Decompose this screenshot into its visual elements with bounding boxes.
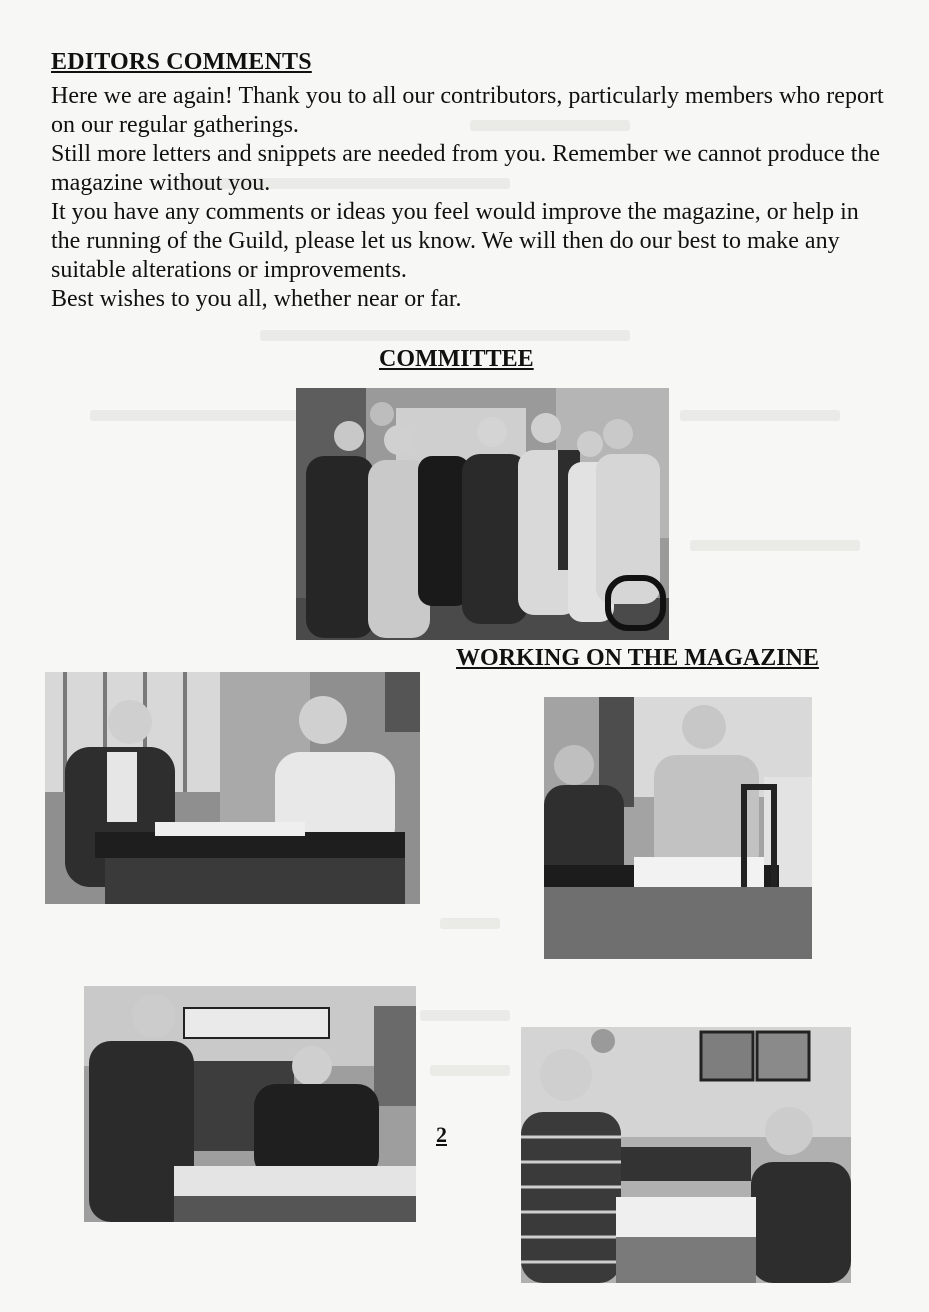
page-number: 2 [436,1122,447,1147]
committee-group-photo [296,388,669,640]
editors-paragraph: Still more letters and snippets are needed from you. Remember we cannot produce the magazine without you. [51,141,881,196]
editors-comments-body [51,82,891,314]
editors-paragraph: Here we are again! Thank you to all our contributors, particularly members who report on our regular gatherings. [51,83,884,138]
editors-comments-heading: EDITORS COMMENTS [51,49,312,75]
editors-paragraph: It you have any comments or ideas you feel would improve the magazine, or help in the running of the Guild, please let us know. We will then do our best to make any suitable alterations or improvements. [51,199,859,283]
working-on-magazine-heading: WORKING ON THE MAGAZINE [456,645,819,671]
committee-heading: COMMITTEE [379,346,534,372]
working-photo-2 [544,697,812,959]
working-photo-3 [84,986,416,1222]
working-photo-4 [521,1027,851,1283]
working-photo-1 [45,672,420,904]
editors-paragraph: Best wishes to you all, whether near or far. [51,286,462,312]
